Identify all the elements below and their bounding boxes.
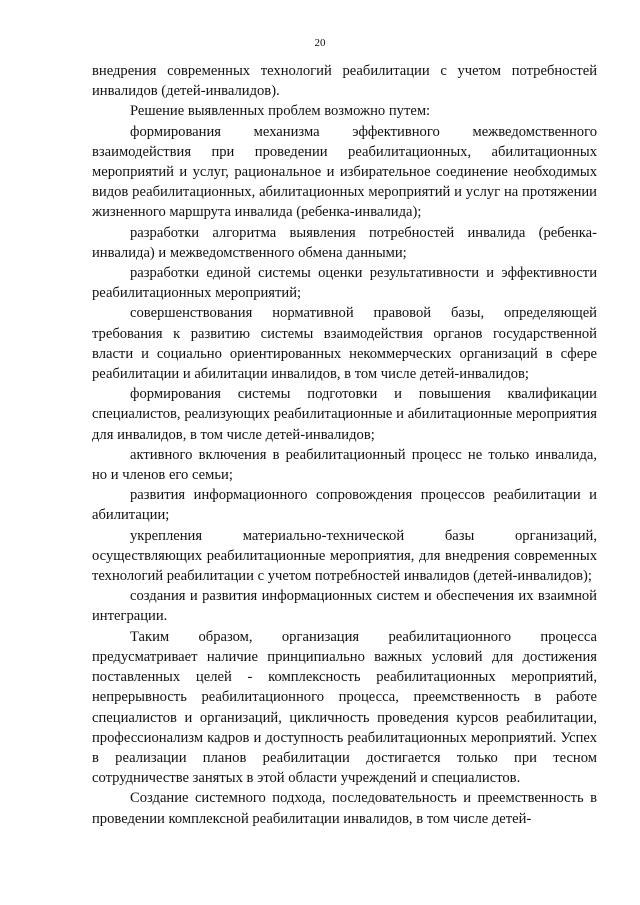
- list-item-family-inclusion: активного включения в реабилитационный процесс не только инвалида, но и членов его семьи;: [92, 446, 597, 484]
- list-item-information-systems: создания и развития информационных систем и обеспечения их взаимной интеграции.: [92, 588, 597, 625]
- list-item-material-base: укрепления материально-технической базы организаций, осуществляющих реабилитационные мероприятия, для внедрения современных технологий реабилитации с учетом потребностей инвалидов (детей-инвалидов);: [92, 527, 597, 585]
- list-item-interagency-mechanism: формирования механизма эффективного межведомственного взаимодействия при проведении реабилитационных, абилитационных мероприятий и услуг, рациональное и избирательное соединение необходимых видов реабилитационных, абилитационных мероприятий и услуг на протяжении жизненного маршрута инвалида (ребенка-инвалида);: [92, 123, 597, 221]
- list-item-information-support: развития информационного сопровождения процессов реабилитации и абилитации;: [92, 487, 597, 524]
- list-item-needs-algorithm: разработки алгоритма выявления потребностей инвалида (ребенка-инвалида) и межведомственного обмена данными;: [92, 224, 597, 261]
- paragraph-intro: Решение выявленных проблем возможно путем:: [130, 103, 431, 120]
- paragraph-continuation: внедрения современных технологий реабилитации с учетом потребностей инвалидов (детей-инвалидов).: [92, 63, 597, 100]
- document-body: [92, 61, 597, 829]
- paragraph-systemic-approach: Создание системного подхода, последовательность и преемственность в проведении комплексной реабилитации инвалидов, в том числе детей-: [92, 790, 597, 827]
- paragraph-conclusion: Таким образом, организация реабилитационного процесса предусматривает наличие принципиально важных условий для достижения поставленных целей - комплексность реабилитационных мероприятий, непрерывность реабилитационного процесса, преемственность в работе специалистов и организаций, цикличность проведения курсов реабилитации, профессионализм кадров и доступность реабилитационных мероприятий. Успех в реализации планов реабилитации достигается только при тесном сотрудничестве занятых в этой области учреждений и специалистов.: [92, 628, 597, 787]
- page-number: 20: [314, 37, 326, 49]
- list-item-specialist-training: формирования системы подготовки и повышения квалификации специалистов, реализующих реабилитационные и абилитационные мероприятия для инвалидов, в том числе детей-инвалидов;: [92, 386, 597, 443]
- list-item-evaluation-system: разработки единой системы оценки результативности и эффективности реабилитационных мероприятий;: [92, 265, 597, 302]
- list-item-regulatory-framework: совершенствования нормативной правовой базы, определяющей требования к развитию системы взаимодействия органов государственной власти и социально ориентированных некоммерческих организаций в сфере реабилитации и абилитации инвалидов, в том числе детей-инвалидов;: [92, 305, 597, 383]
